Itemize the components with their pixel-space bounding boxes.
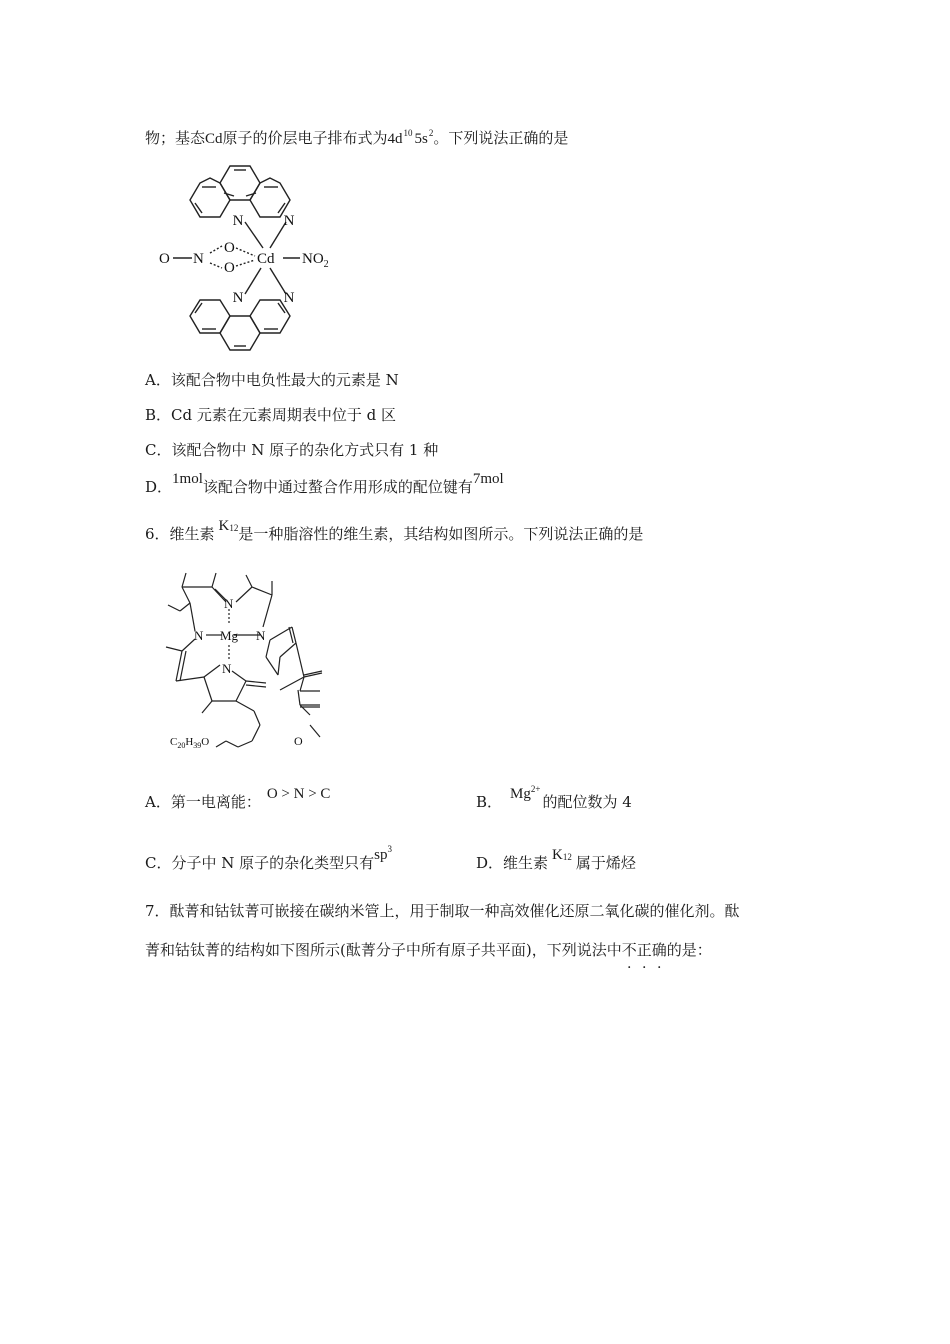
cd-complex-structure: [150, 160, 350, 360]
q6-stem: [145, 518, 644, 546]
q6-option-b-charge: 2+: [530, 784, 541, 794]
config-5s-sup: 2: [428, 128, 434, 138]
vitamin-k12-structure: [160, 565, 340, 755]
q7-line-2-text: 菁和钴钛菁的结构如下图所示(酞菁分子中所有原子共平面)，下列说法中: [145, 941, 622, 959]
q5-intro: [145, 128, 568, 150]
atom-n-left: N: [194, 628, 204, 643]
q5-option-b: B．Cd 元素在元素周期表中位于 d 区: [145, 406, 397, 424]
q6-option-b-label: B．: [476, 793, 503, 811]
atom-n-bottom: N: [222, 661, 232, 676]
q6-option-b-text: 的配位数为 4: [542, 793, 632, 811]
q6-option-d-k: K: [552, 847, 563, 863]
atom-n-lower-left: N: [232, 290, 244, 306]
q6-option-d-text: 属于烯烃: [575, 854, 636, 872]
vitamin-k-sub: 12: [229, 523, 239, 533]
atom-n-upper-right: N: [283, 213, 295, 229]
q5-option-c: C．该配合物中 N 原子的杂化方式只有 1 种: [145, 441, 439, 459]
q6-option-a: [145, 786, 331, 813]
atom-n-right: N: [256, 628, 266, 643]
q7-emphasis-char: 不: [621, 941, 637, 959]
atom-cd: Cd: [257, 251, 275, 267]
vitamin-k-symbol: K: [218, 518, 230, 534]
q6-option-a-value: O > N > C: [266, 786, 331, 802]
q5-intro-text-2: 原子的价层电子排布式为: [222, 129, 388, 147]
atom-o-upper: O: [224, 240, 235, 256]
q7-emphasis-char: 确: [651, 941, 667, 959]
q6-option-a-label: A．第一电离能：: [145, 793, 261, 811]
q6-option-d-sub: 12: [562, 852, 572, 862]
atom-mg: Mg: [220, 628, 239, 643]
atom-o-terminal: O: [159, 251, 170, 267]
q6-option-c: [145, 844, 392, 875]
q6-option-c-value: sp: [374, 847, 388, 863]
q7-line-2-end: 的是：: [666, 941, 712, 959]
config-4d-sup: 10: [403, 128, 413, 138]
atom-o-lower: O: [224, 260, 235, 276]
atom-n-top: N: [224, 596, 234, 611]
cd-symbol: Cd: [205, 131, 223, 147]
group-c20h39o: $C_{20}H_{39}O$: [170, 736, 210, 750]
q6-stem-text: 6．维生素: [145, 525, 215, 543]
group-no2: $NO_2$: [302, 251, 329, 270]
q6-option-c-sup: 3: [387, 844, 392, 854]
q7-line-1: 7．酞菁和钴钛菁可嵌接在碳纳米管上，用于制取一种高效催化还原二氧化碳的催化剂。酞: [145, 902, 740, 920]
atom-o-ester: O: [294, 734, 303, 748]
q6-option-c-text: C．分子中 N 原子的杂化类型只有: [145, 854, 375, 872]
q5-option-d-amount: 1mol: [172, 471, 203, 487]
config-4d: 4d: [387, 131, 403, 147]
q5-intro-text-3: 。下列说法正确的是: [433, 129, 569, 147]
config-5s: 5s: [414, 131, 428, 147]
atom-n-nitro: N: [193, 251, 204, 267]
q5-option-a: A．该配合物中电负性最大的元素是 N: [145, 371, 399, 389]
q5-option-d-label: D．: [145, 478, 173, 496]
q6-option-b: [476, 784, 632, 814]
q5-option-d: [145, 471, 504, 498]
atom-n-upper-left: N: [232, 213, 244, 229]
q6-option-b-ion: Mg: [510, 786, 531, 802]
q6-option-d: [476, 847, 636, 875]
atom-n-lower-right: N: [283, 290, 295, 306]
q7-line-2: [145, 940, 712, 960]
q5-intro-text: 物；基态: [145, 129, 206, 147]
q7-emphasis-char: 正: [636, 941, 652, 959]
q6-stem-text-2: 是一种脂溶性的维生素，其结构如图所示。下列说法正确的是: [238, 525, 644, 543]
q5-option-d-value: 7mol: [472, 471, 504, 487]
q6-option-d-label: D．维生素: [476, 854, 549, 872]
q5-option-d-text: 该配合物中通过螯合作用形成的配位键有: [202, 478, 473, 496]
